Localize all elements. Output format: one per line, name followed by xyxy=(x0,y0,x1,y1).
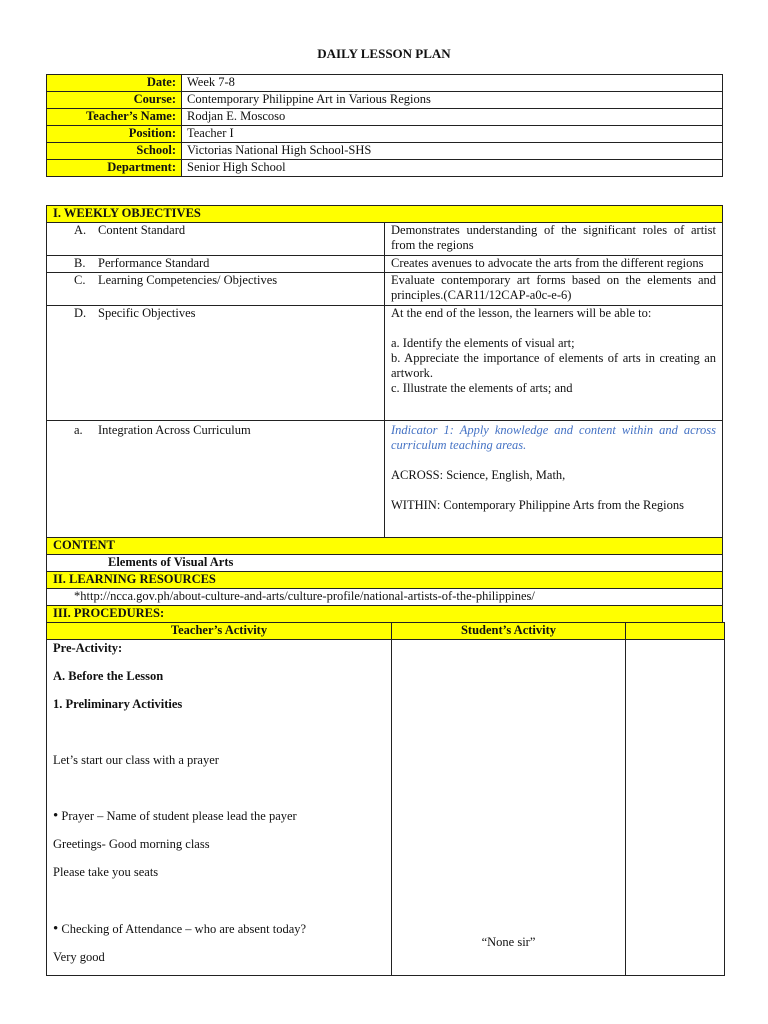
item-marker: B. xyxy=(74,256,86,270)
prayer-text: Prayer – Name of student please lead the payer xyxy=(61,809,297,823)
within-text: WITHIN: Contemporary Philippine Arts from the Regions xyxy=(391,498,685,512)
lesson-info-table xyxy=(46,74,723,177)
info-value: Teacher I xyxy=(182,126,723,143)
info-label: Date: xyxy=(47,75,182,92)
specific-objectives-row xyxy=(47,306,723,421)
content-topic: Elements of Visual Arts xyxy=(47,555,723,572)
item-marker: A. xyxy=(74,223,87,237)
greetings-text: Greetings- Good morning class xyxy=(53,837,210,851)
seats-text: Please take you seats xyxy=(53,865,159,879)
weekly-objectives-header: I. WEEKLY OBJECTIVES xyxy=(47,206,723,223)
info-value: Senior High School xyxy=(182,160,723,177)
procedures-header: III. PROCEDURES: xyxy=(47,606,723,623)
objectives-table xyxy=(46,205,723,623)
objective-a: a. Identify the elements of visual art; xyxy=(391,336,575,350)
student-activity-header: Student’s Activity xyxy=(392,623,626,640)
integration-row xyxy=(47,421,723,538)
specific-objectives-intro: At the end of the lesson, the learners will be able to: xyxy=(391,306,652,320)
bullet-icon: • xyxy=(53,808,59,824)
content-standard-label: Content Standard xyxy=(98,223,186,237)
pre-activity-label: Pre-Activity: xyxy=(53,641,123,655)
specific-objectives-label: Specific Objectives xyxy=(98,306,196,320)
procedures-table xyxy=(46,622,725,976)
student-response: “None sir” xyxy=(481,935,536,949)
content-standard-value: Demonstrates understanding of the significant roles of artist from the regions xyxy=(385,223,723,256)
info-label: Position: xyxy=(47,126,182,143)
before-lesson-label: A. Before the Lesson xyxy=(53,669,164,683)
info-row-school xyxy=(47,143,723,160)
performance-standard-row xyxy=(47,256,723,273)
info-label: School: xyxy=(47,143,182,160)
info-value: Week 7-8 xyxy=(182,75,723,92)
resource-link: *http://ncca.gov.ph/about-culture-and-arts/culture-profile/national-artists-of-the-philippines/ xyxy=(47,589,723,606)
bullet-icon: • xyxy=(53,921,59,937)
teacher-activity-header: Teacher’s Activity xyxy=(47,623,392,640)
indicator-text: Indicator 1: Apply knowledge and content within and across curriculum teaching areas. xyxy=(391,423,716,452)
performance-standard-label: Performance Standard xyxy=(98,256,210,270)
preliminary-activities-label: 1. Preliminary Activities xyxy=(53,697,183,711)
info-value: Rodjan E. Moscoso xyxy=(182,109,723,126)
info-value: Contemporary Philippine Art in Various Regions xyxy=(182,92,723,109)
info-row-department xyxy=(47,160,723,177)
teacher-activity-cell xyxy=(47,640,392,976)
blank-header-cell xyxy=(626,623,725,640)
info-label: Department: xyxy=(47,160,182,177)
competencies-value: Evaluate contemporary art forms based on the elements and principles.(CAR11/12CAP-a0c-e-6) xyxy=(385,273,723,306)
objective-c: c. Illustrate the elements of arts; and xyxy=(391,381,573,395)
attendance-text: Checking of Attendance – who are absent today? xyxy=(61,922,307,936)
item-marker: D. xyxy=(74,306,87,320)
student-activity-cell xyxy=(392,640,626,976)
integration-label: Integration Across Curriculum xyxy=(98,423,251,437)
competencies-row xyxy=(47,273,723,306)
info-row-course xyxy=(47,92,723,109)
document-title: DAILY LESSON PLAN xyxy=(317,46,451,61)
item-marker: a. xyxy=(74,423,83,437)
content-standard-row xyxy=(47,223,723,256)
info-label: Course: xyxy=(47,92,182,109)
prayer-intro: Let’s start our class with a prayer xyxy=(53,753,219,767)
info-label: Teacher’s Name: xyxy=(47,109,182,126)
item-marker: C. xyxy=(74,273,86,287)
objective-b: b. Appreciate the importance of elements of arts in creating an artwork. xyxy=(391,351,716,380)
performance-standard-value: Creates avenues to advocate the arts from the different regions xyxy=(385,256,723,273)
blank-cell xyxy=(626,640,725,976)
info-row-date xyxy=(47,75,723,92)
content-header: CONTENT xyxy=(47,538,723,555)
info-row-position xyxy=(47,126,723,143)
across-text: ACROSS: Science, English, Math, xyxy=(391,468,566,482)
learning-resources-header: II. LEARNING RESOURCES xyxy=(47,572,723,589)
info-value: Victorias National High School-SHS xyxy=(182,143,723,160)
info-row-teacher xyxy=(47,109,723,126)
competencies-label: Learning Competencies/ Objectives xyxy=(98,273,278,287)
very-good-text: Very good xyxy=(53,950,105,964)
